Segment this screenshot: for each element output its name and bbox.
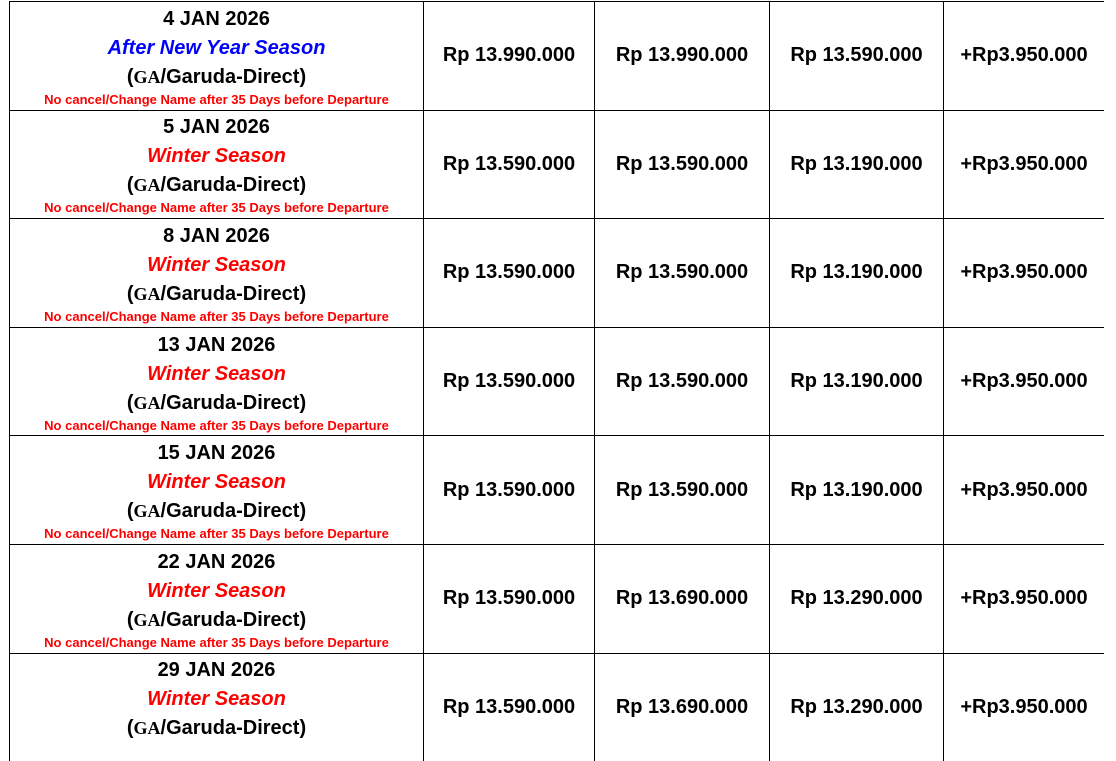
price-cell-1: Rp 13.590.000 — [424, 653, 595, 761]
carrier-name: /Garuda-Direct) — [161, 392, 307, 414]
departure-date: 5 JAN 2026 — [10, 112, 423, 142]
price-cell-3: Rp 13.190.000 — [770, 219, 944, 328]
carrier-open: ( — [127, 609, 134, 631]
season-label: After New Year Season — [10, 34, 423, 63]
carrier-code: GA — [134, 284, 161, 304]
price-cell-4: +Rp3.950.000 — [944, 436, 1105, 545]
cancellation-note: No cancel/Change Name after 35 Days before Departure — [10, 92, 423, 108]
price-cell-3: Rp 13.190.000 — [770, 110, 944, 219]
carrier-name: /Garuda-Direct) — [161, 609, 307, 631]
carrier-code: GA — [134, 393, 161, 413]
departure-cell — [10, 219, 424, 328]
cancellation-note: No cancel/Change Name after 35 Days before Departure — [10, 526, 423, 542]
table-body — [10, 2, 1105, 761]
carrier-code: GA — [134, 610, 161, 630]
price-cell-4: +Rp3.950.000 — [944, 2, 1105, 111]
departure-date: 15 JAN 2026 — [10, 438, 423, 468]
departure-price-table — [9, 1, 1104, 761]
price-cell-1: Rp 13.590.000 — [424, 436, 595, 545]
departure-cell — [10, 110, 424, 219]
price-cell-2: Rp 13.590.000 — [595, 327, 770, 436]
carrier-name: /Garuda-Direct) — [161, 283, 307, 305]
carrier-label — [10, 280, 423, 309]
carrier-code: GA — [134, 501, 161, 521]
carrier-name: /Garuda-Direct) — [161, 174, 307, 196]
departure-date: 4 JAN 2026 — [10, 4, 423, 34]
table-row — [10, 544, 1105, 653]
price-cell-2: Rp 13.990.000 — [595, 2, 770, 111]
carrier-name: /Garuda-Direct) — [161, 500, 307, 522]
table-row — [10, 2, 1105, 111]
departure-cell — [10, 436, 424, 545]
season-label: Winter Season — [10, 577, 423, 606]
price-cell-3: Rp 13.590.000 — [770, 2, 944, 111]
carrier-open: ( — [127, 392, 134, 414]
cancellation-note: No cancel/Change Name after 35 Days before Departure — [10, 635, 423, 651]
departure-date: 13 JAN 2026 — [10, 330, 423, 360]
price-sheet — [9, 1, 1104, 761]
price-cell-1: Rp 13.590.000 — [424, 327, 595, 436]
price-cell-4: +Rp3.950.000 — [944, 219, 1105, 328]
cancellation-note — [10, 743, 423, 759]
price-cell-2: Rp 13.690.000 — [595, 653, 770, 761]
price-cell-1: Rp 13.590.000 — [424, 544, 595, 653]
table-row — [10, 436, 1105, 545]
table-row — [10, 110, 1105, 219]
table-row — [10, 219, 1105, 328]
departure-date: 8 JAN 2026 — [10, 221, 423, 251]
price-cell-3: Rp 13.290.000 — [770, 653, 944, 761]
price-cell-3: Rp 13.290.000 — [770, 544, 944, 653]
price-cell-1: Rp 13.590.000 — [424, 219, 595, 328]
price-cell-2: Rp 13.590.000 — [595, 436, 770, 545]
cancellation-note: No cancel/Change Name after 35 Days before Departure — [10, 309, 423, 325]
carrier-open: ( — [127, 283, 134, 305]
price-cell-1: Rp 13.590.000 — [424, 110, 595, 219]
table-row — [10, 327, 1105, 436]
carrier-code: GA — [134, 175, 161, 195]
departure-cell — [10, 327, 424, 436]
price-cell-4: +Rp3.950.000 — [944, 653, 1105, 761]
season-label: Winter Season — [10, 685, 423, 714]
price-cell-3: Rp 13.190.000 — [770, 436, 944, 545]
price-cell-1: Rp 13.990.000 — [424, 2, 595, 111]
carrier-label — [10, 497, 423, 526]
price-cell-4: +Rp3.950.000 — [944, 327, 1105, 436]
carrier-name: /Garuda-Direct) — [161, 717, 307, 739]
cancellation-note: No cancel/Change Name after 35 Days before Departure — [10, 418, 423, 434]
carrier-open: ( — [127, 174, 134, 196]
carrier-label — [10, 714, 423, 743]
departure-cell — [10, 653, 424, 761]
carrier-code: GA — [134, 67, 161, 87]
carrier-open: ( — [127, 717, 134, 739]
price-cell-2: Rp 13.590.000 — [595, 219, 770, 328]
price-cell-2: Rp 13.590.000 — [595, 110, 770, 219]
price-cell-2: Rp 13.690.000 — [595, 544, 770, 653]
price-cell-3: Rp 13.190.000 — [770, 327, 944, 436]
departure-cell — [10, 2, 424, 111]
price-cell-4: +Rp3.950.000 — [944, 110, 1105, 219]
carrier-label — [10, 389, 423, 418]
departure-date: 29 JAN 2026 — [10, 655, 423, 685]
carrier-name: /Garuda-Direct) — [161, 66, 307, 88]
carrier-label — [10, 63, 423, 92]
season-label: Winter Season — [10, 360, 423, 389]
table-row — [10, 653, 1105, 761]
departure-cell — [10, 544, 424, 653]
season-label: Winter Season — [10, 251, 423, 280]
carrier-open: ( — [127, 66, 134, 88]
carrier-label — [10, 606, 423, 635]
departure-date: 22 JAN 2026 — [10, 547, 423, 577]
cancellation-note: No cancel/Change Name after 35 Days before Departure — [10, 200, 423, 216]
carrier-label — [10, 171, 423, 200]
season-label: Winter Season — [10, 142, 423, 171]
carrier-code: GA — [134, 718, 161, 738]
season-label: Winter Season — [10, 468, 423, 497]
price-cell-4: +Rp3.950.000 — [944, 544, 1105, 653]
carrier-open: ( — [127, 500, 134, 522]
